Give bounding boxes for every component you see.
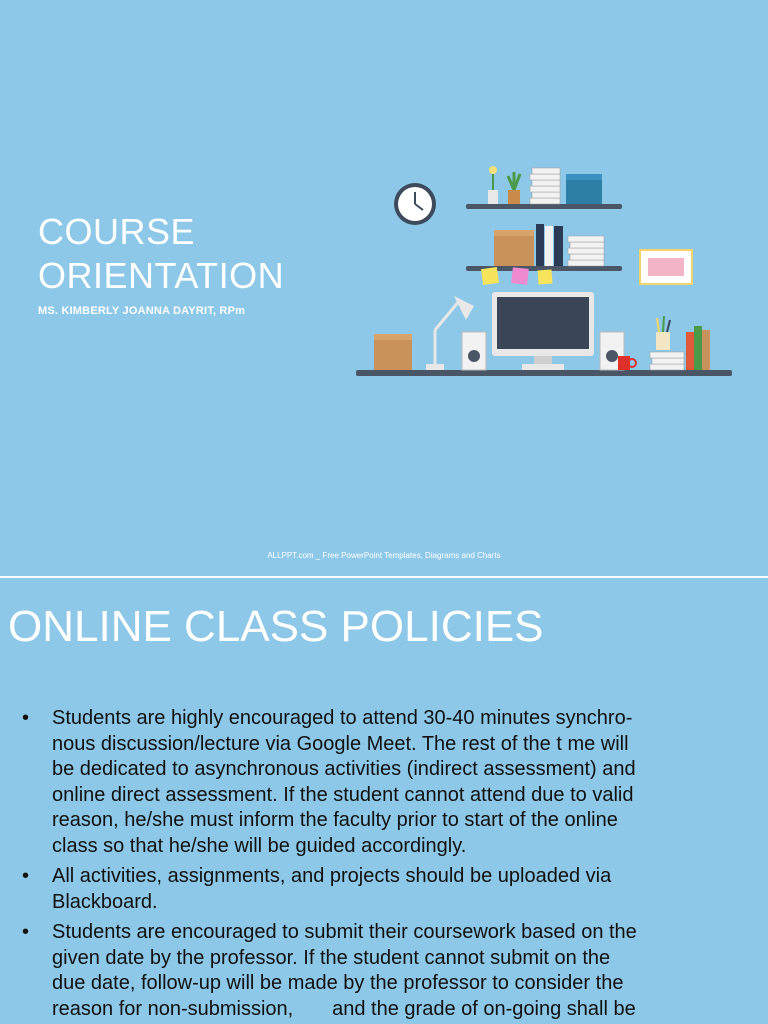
list-item <box>22 864 712 915</box>
list-item-line: class so that he/she will be guided accordingly. <box>52 834 467 857</box>
list-item-line: nous discussion/lecture via Google Meet. The rest of the t me will <box>52 732 629 755</box>
bullet-icon: • <box>22 865 30 887</box>
list-item-line: due date, follow-up will be made by the professor to consider the <box>52 972 624 994</box>
plant-icon <box>488 166 520 204</box>
shelf-icon <box>466 204 622 209</box>
course-title-line-1: COURSE <box>38 211 196 252</box>
course-title <box>38 210 284 298</box>
monitor-icon <box>492 292 594 370</box>
mug-icon <box>618 356 636 370</box>
bullet-icon: • <box>22 707 30 729</box>
desk-icon <box>356 370 732 376</box>
policy-list <box>22 706 712 1024</box>
box-icon <box>494 234 534 266</box>
office-shelf-illustration <box>350 160 750 400</box>
template-credit: ALLPPT.com _ Free PowerPoint Templates, Diagrams and Charts <box>267 551 501 560</box>
list-item-line: Students are highly encouraged to attend 30-40 minutes synchro- <box>52 707 633 729</box>
list-item-line: given date by the professor. If the student cannot submit on the <box>52 946 611 969</box>
list-item-line: Blackboard. <box>52 890 158 913</box>
list-item-line: Students are encouraged to submit their coursework based on the <box>52 921 637 943</box>
instructor-name: MS. KIMBERLY JOANNA DAYRIT, RPm <box>38 305 246 317</box>
list-item-line: reason, he/she must inform the faculty prior to start of the online <box>52 809 618 831</box>
course-title-line-2: ORIENTATION <box>38 255 285 296</box>
clock-icon <box>394 183 436 225</box>
box-icon <box>374 338 412 370</box>
calendar-icon <box>640 250 692 284</box>
list-item-line: be dedicated to asynchronous activities (indirect assessment) and <box>52 758 636 780</box>
box-icon <box>566 178 602 204</box>
pencil-cup-icon <box>656 316 670 350</box>
policies-slide <box>0 578 768 1024</box>
list-item <box>22 920 712 1022</box>
list-item-line: reason for non-submission, and the grade of on-going shall be <box>52 997 636 1020</box>
books-icon <box>536 224 604 266</box>
bullet-icon: • <box>22 921 30 943</box>
books-icon <box>530 168 560 204</box>
list-item-line: All activities, assignments, and projects should be uploaded via <box>52 865 612 887</box>
list-item-line: online direct assessment. If the student cannot attend due to valid <box>52 783 634 806</box>
policies-title: ONLINE CLASS POLICIES <box>8 602 544 651</box>
list-item <box>22 706 712 859</box>
